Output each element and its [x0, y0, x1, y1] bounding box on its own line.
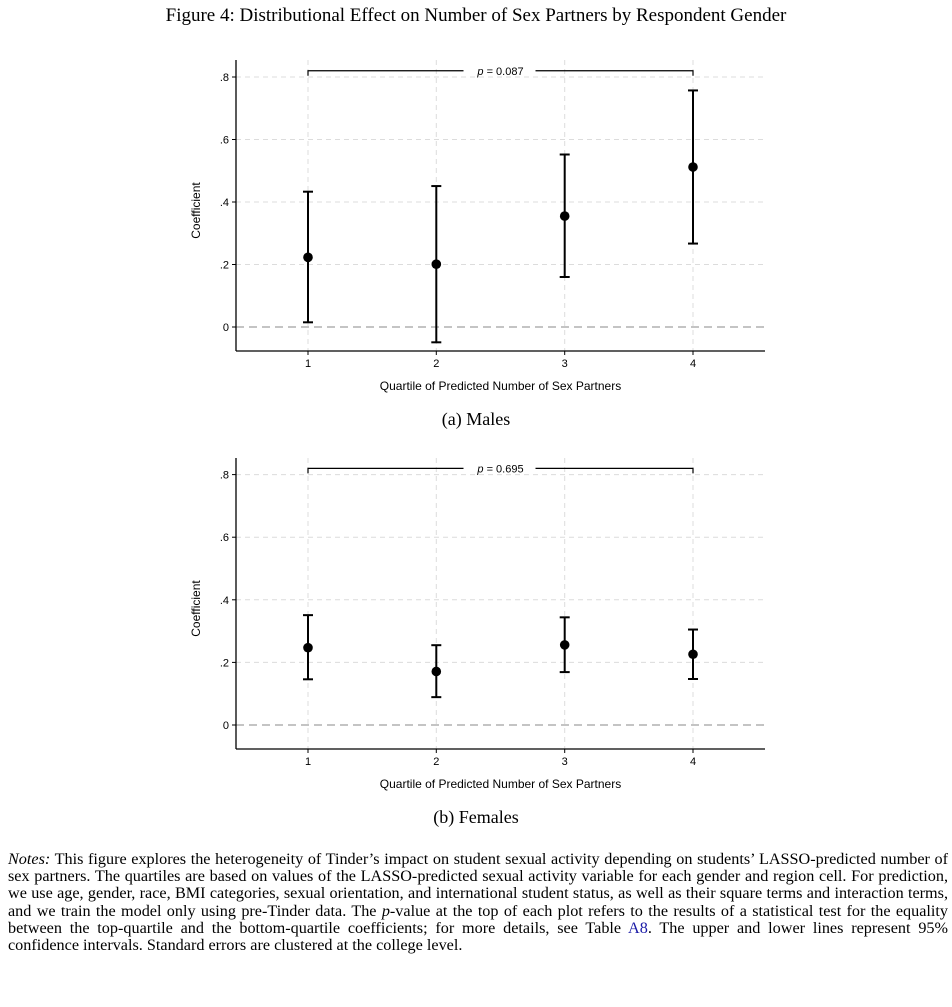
x-tick-label: 1	[304, 756, 312, 768]
notes-text-3: . The upper and lower lines represent 95% confidence intervals. Standard errors are clustered at the college level.	[8, 918, 948, 955]
y-tick-label: 0	[222, 720, 229, 732]
y-tick-label: .8	[219, 469, 229, 482]
y-tick-label: .4	[219, 594, 229, 607]
coefficient-point	[303, 643, 313, 653]
coefficient-point	[560, 640, 570, 650]
y-tick-label: .4	[219, 197, 229, 209]
y-tick-label: 0	[222, 322, 229, 334]
y-axis-title: Coefficient	[189, 580, 203, 637]
x-tick-label: 4	[689, 358, 697, 370]
notes-text-1: This figure explores the heterogeneity of Tinder’s impact on student sexual activity depending on students’ LASSO-predicted number of sex partners. The quartiles are based on values of the LASSO-predicted sexual activity variable for each gender and region cell. For prediction, we use age, gender, race, BMI categories, sexual orientation, and international student status, as well as their square terms and interaction terms, and we train the model only using pre-Tinder data. The	[8, 850, 948, 920]
x-axis-title: Quartile of Predicted Number of Sex Partners	[379, 777, 622, 791]
x-tick-label: 2	[433, 358, 440, 370]
x-axis-title: Quartile of Predicted Number of Sex Partners	[379, 379, 622, 393]
y-tick-label: .8	[219, 72, 229, 84]
y-axis-title: Coefficient	[189, 182, 203, 239]
coefficient-point	[688, 649, 698, 659]
notes-text-2: -value at the top of each plot refers to the results of a statistical test for the equality between the top-quartile and the bottom-quartile coefficients; for more details, see Table	[8, 901, 948, 937]
y-tick-label: .2	[219, 657, 229, 670]
p-value-bracket-right	[536, 468, 694, 473]
x-tick-label: 1	[304, 358, 312, 370]
x-tick-label: 4	[689, 756, 697, 768]
x-tick-label: 3	[561, 358, 568, 370]
x-tick-label: 2	[433, 756, 440, 768]
figure-title: Figure 4: Distributional Effect on Number of Sex Partners by Respondent Gender	[165, 5, 787, 26]
p-value-label: p = 0.695	[477, 463, 524, 476]
p-value-bracket-left	[308, 468, 464, 473]
p-value-label: p = 0.087	[477, 65, 524, 78]
x-tick-label: 3	[561, 756, 568, 768]
y-tick-label: .6	[219, 532, 229, 545]
subcaption-females: (b) Females	[433, 807, 519, 827]
subcaption-males: (a) Males	[441, 409, 511, 429]
notes-label: Notes:	[8, 850, 51, 868]
coefficient-point	[432, 667, 442, 677]
table-a8-link[interactable]: A8	[628, 918, 648, 937]
y-tick-label: .2	[219, 259, 229, 272]
notes-p-italic: p	[381, 901, 390, 920]
y-tick-label: .6	[219, 134, 229, 147]
figure-notes	[8, 851, 948, 954]
